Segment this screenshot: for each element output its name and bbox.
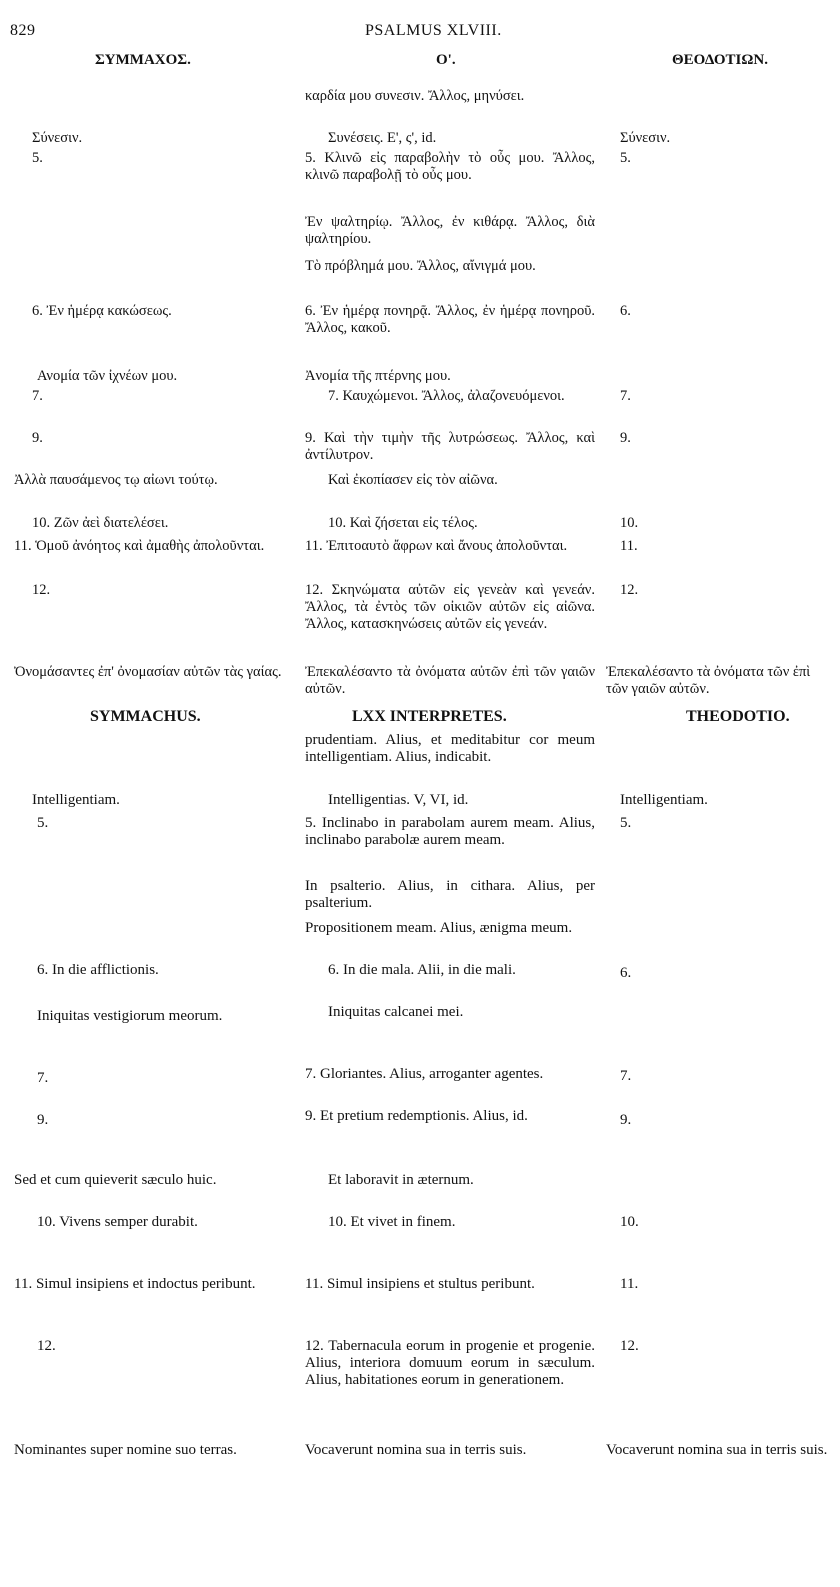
latin-row-13-right: 12. [620, 1338, 639, 1354]
greek-row-14-left: Ὀνομάσαντες ἐπ' ὀνομασίαν αὐτῶν τὰς γαίας. [14, 664, 282, 680]
latin-row-6-right: 6. [620, 965, 632, 981]
greek-row-10-left: Ἀλλὰ παυσάμενος τῳ αἰωνι τούτῳ. [14, 472, 218, 488]
greek-row-12-left: 11. Ὁμοῦ ἀνόητος καὶ ἀμαθὴς ἀπολοῦνται. [14, 538, 265, 554]
latin-row-6-middle: 6. In die mala. Alii, in die mali. [328, 962, 516, 978]
latin-row-10-middle: Et laboravit in æternum. [328, 1172, 474, 1188]
greek-row-2-left: Σύνεσιν. [32, 130, 83, 146]
latin-row-2-right: Intelligentiam. [620, 792, 708, 808]
greek-row-12-right: 11. [620, 538, 638, 554]
greek-row-6-right: 6. [620, 303, 631, 319]
greek-row-14-middle: Ἐπεκαλέσαντο τὰ ὀνόματα αὐτῶν ἐπὶ τῶν γαιῶν αὐτῶν. [305, 664, 595, 697]
greek-row-12-middle: 11. Ἐπιτοαυτὸ ἄφρων καὶ ἄνους ἀπολοῦνται. [305, 538, 568, 554]
latin-row-9-middle: 9. Et pretium redemptionis. Alius, id. [305, 1108, 528, 1124]
greek-row-8-right: 7. [620, 388, 631, 404]
latin-row-9-right: 9. [620, 1112, 632, 1128]
latin-row-12-middle: 11. Simul insipiens et stultus peribunt. [305, 1276, 535, 1292]
latin-row-2-left: Intelligentiam. [32, 792, 120, 808]
greek-header-left: ΣΥΜΜΑΧΟΣ. [95, 52, 191, 68]
greek-row-6-middle: 6. Ἐν ἡμέρᾳ πονηρᾷ. Ἄλλος, ἐν ἡμέρᾳ πονηροῦ. Ἄλλος, κακοῦ. [305, 303, 595, 336]
greek-row-2-middle: Συνέσεις. Ε', ς', id. [328, 130, 437, 146]
latin-row-9-left: 9. [37, 1112, 49, 1128]
latin-row-11-left: 10. Vivens semper durabit. [37, 1214, 198, 1230]
latin-row-8-middle: 7. Gloriantes. Alius, arroganter agentes. [305, 1066, 544, 1082]
greek-row-11-left: 10. Ζῶν ἀεὶ διατελέσει. [32, 515, 169, 531]
latin-row-13-middle: 12. Tabernacula eorum in progenie et progenie. Alius, interiora domuum eorum in sæculum. Alius, habitationes eorum in generationem. [305, 1338, 595, 1388]
latin-header-right: THEODOTIO. [686, 708, 790, 725]
latin-row-14-right: Vocaverunt nomina sua in terris suis. [606, 1442, 828, 1458]
greek-row-11-middle: 10. Καὶ ζήσεται εἰς τέλος. [328, 515, 478, 531]
greek-row-5-middle: Τὸ πρόβλημά μου. Ἄλλος, αἴνιγμά μου. [305, 258, 536, 274]
greek-row-13-left: 12. [32, 582, 51, 598]
greek-row-9-middle: 9. Καὶ τὴν τιμὴν τῆς λυτρώσεως. Ἄλλος, καὶ ἀντίλυτρον. [305, 430, 595, 463]
latin-row-6-left: 6. In die afflictionis. [37, 962, 159, 978]
latin-row-11-middle: 10. Et vivet in finem. [328, 1214, 456, 1230]
latin-row-11-right: 10. [620, 1214, 639, 1230]
greek-row-7-left: Ανομία τῶν ἰχνέων μου. [37, 368, 178, 384]
greek-header-middle: Ο'. [436, 52, 456, 68]
latin-row-12-right: 11. [620, 1276, 639, 1292]
latin-header-left: SYMMACHUS. [90, 708, 201, 725]
latin-row-5-middle: Propositionem meam. Alius, ænigma meum. [305, 920, 573, 936]
greek-row-2-right: Σύνεσιν. [620, 130, 671, 146]
greek-row-8-middle: 7. Καυχώμενοι. Ἄλλος, ἀλαζονευόμενοι. [328, 388, 565, 404]
latin-row-10-left: Sed et cum quieverit sæculo huic. [14, 1172, 217, 1188]
latin-row-1-middle: prudentiam. Alius, et meditabitur cor meum intelligentiam. Alius, indicabit. [305, 732, 595, 765]
greek-row-14-right: Ἐπεκαλέσαντο τὰ ὀνόματα τῶν ἐπὶ τῶν γαιῶν αὐτῶν. [606, 664, 811, 697]
page-title: PSALMUS XLVIII. [365, 22, 502, 39]
latin-row-8-right: 7. [620, 1068, 632, 1084]
latin-row-14-middle: Vocaverunt nomina sua in terris suis. [305, 1442, 527, 1458]
page-number: 829 [10, 22, 36, 39]
greek-row-3-right: 5. [620, 150, 631, 166]
greek-row-3-left: 5. [32, 150, 43, 166]
greek-row-10-middle: Καὶ ἐκοπίασεν εἰς τὸν αἰῶνα. [328, 472, 498, 488]
greek-row-9-left: 9. [32, 430, 43, 446]
latin-row-3-right: 5. [620, 815, 632, 831]
latin-row-3-middle: 5. Inclinabo in parabolam aurem meam. Alius, inclinabo parabolæ aurem meam. [305, 815, 595, 848]
latin-row-4-middle: In psalterio. Alius, in cithara. Alius, per psalterium. [305, 878, 595, 911]
latin-row-7-middle: Iniquitas calcanei mei. [328, 1004, 464, 1020]
greek-row-9-right: 9. [620, 430, 631, 446]
greek-row-7-middle: Ἀνομία τῆς πτέρνης μου. [305, 368, 451, 384]
greek-header-right: ΘΕΟΔΟΤΙΩΝ. [672, 52, 768, 68]
greek-row-6-left: 6. Ἐν ἡμέρᾳ κακώσεως. [32, 303, 172, 319]
latin-row-8-left: 7. [37, 1070, 49, 1086]
greek-row-13-middle: 12. Σκηνώματα αὐτῶν εἰς γενεὰν καὶ γενεάν. Ἄλλος, τὰ ἐντὸς τῶν οἰκιῶν αὐτῶν εἰς αἰῶνα. Ἄλλος, κατασκηνώσεις αὐτῶν εἰς γενεάν. [305, 582, 595, 632]
latin-row-12-left: 11. Simul insipiens et indoctus peribunt. [14, 1276, 256, 1292]
greek-row-1-middle: καρδία μου συνεσιν. Ἄλλος, μηνύσει. [305, 88, 525, 104]
greek-row-8-left: 7. [32, 388, 43, 404]
latin-row-7-left: Iniquitas vestigiorum meorum. [37, 1008, 223, 1024]
greek-row-3-middle: 5. Κλινῶ εἰς παραβολὴν τὸ οὖς μου. Ἄλλος, κλινῶ παραβολῇ τὸ οὖς μου. [305, 150, 595, 183]
latin-row-2-middle: Intelligentias. V, VI, id. [328, 792, 469, 808]
latin-header-middle: LXX INTERPRETES. [352, 708, 507, 725]
greek-row-11-right: 10. [620, 515, 639, 531]
latin-row-14-left: Nominantes super nomine suo terras. [14, 1442, 237, 1458]
greek-row-13-right: 12. [620, 582, 639, 598]
latin-row-3-left: 5. [37, 815, 49, 831]
greek-row-4-middle: Ἐν ψαλτηρίῳ. Ἄλλος, ἐν κιθάρᾳ. Ἄλλος, διὰ ψαλτηρίου. [305, 214, 595, 247]
latin-row-13-left: 12. [37, 1338, 56, 1354]
